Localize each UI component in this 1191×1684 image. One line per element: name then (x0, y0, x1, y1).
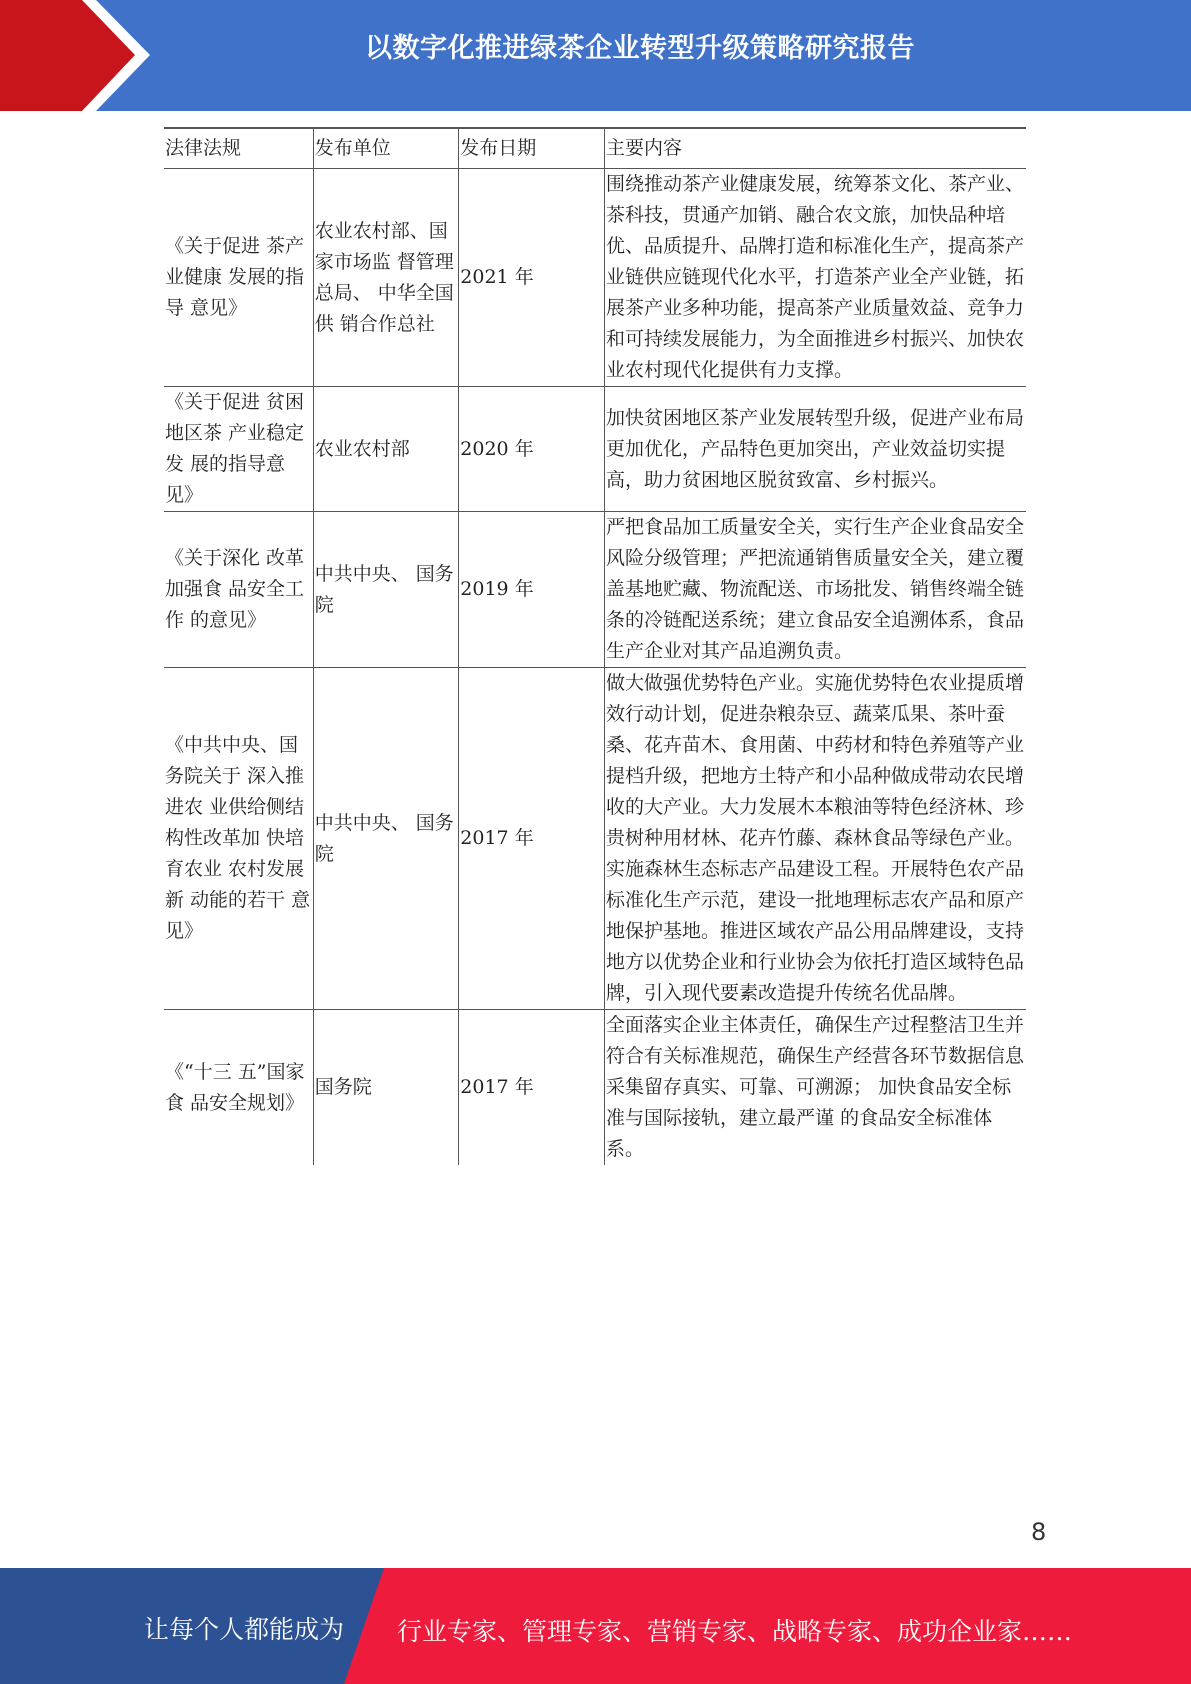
table-header-row (164, 128, 1026, 169)
column-header-law: 法律法规 (164, 128, 313, 169)
report-title: 以数字化推进绿茶企业转型升级策略研究报告 (365, 33, 915, 64)
cell-date: 2017 年 (459, 668, 605, 1010)
table-row (164, 387, 1026, 512)
cell-law: 《关于促进 茶产业健康 发展的指导 意见》 (164, 169, 313, 387)
column-header-issuer: 发布单位 (313, 128, 459, 169)
cell-law: 《“十三 五”国家食 品安全规划》 (164, 1010, 313, 1166)
table-row (164, 512, 1026, 668)
cell-date: 2021 年 (459, 169, 605, 387)
cell-law: 《关于促进 贫困地区茶 产业稳定发 展的指导意 见》 (164, 387, 313, 512)
cell-issuer: 中共中央、 国务院 (313, 668, 459, 1010)
table-row (164, 169, 1026, 387)
footer-slogan-left: 让每个人都能成为 (144, 1615, 345, 1644)
cell-issuer: 中共中央、 国务院 (313, 512, 459, 668)
header-arrow-icon (0, 0, 135, 111)
cell-content: 严把食品加工质量安全关，实行生产企业食品安全风险分级管理；严把流通销售质量安全关，建立覆盖基地贮藏、物流配送、市场批发、销售终端全链条的冷链配送系统；建立食品安全追溯体系，食品生产企业对其产品追溯负责。 (605, 512, 1026, 668)
policy-table (164, 127, 1026, 1165)
cell-issuer: 农业农村部 (313, 387, 459, 512)
column-header-date: 发布日期 (459, 128, 605, 169)
cell-content: 加快贫困地区茶产业发展转型升级，促进产业布局更加优化，产品特色更加突出，产业效益切实提高，助力贫困地区脱贫致富、乡村振兴。 (605, 387, 1026, 512)
page-header (0, 0, 1191, 111)
page-footer (0, 1568, 1191, 1684)
cell-content: 全面落实企业主体责任，确保生产过程整洁卫生并符合有关标准规范，确保生产经营各环节数据信息采集留存真实、可靠、可溯源； 加快食品安全标准与国际接轨，建立最严谨 的食品安全标准体系。 (605, 1010, 1026, 1166)
cell-date: 2017 年 (459, 1010, 605, 1166)
cell-issuer: 农业农村部、国家市场监 督管理总局、 中华全国供 销合作总社 (313, 169, 459, 387)
table-row (164, 1010, 1026, 1166)
column-header-content: 主要内容 (605, 128, 1026, 169)
cell-date: 2019 年 (459, 512, 605, 668)
table-row (164, 668, 1026, 1010)
cell-date: 2020 年 (459, 387, 605, 512)
footer-slogan-right: 行业专家、管理专家、营销专家、战略专家、成功企业家…… (397, 1617, 1073, 1646)
cell-law: 《中共中央、国务院关于 深入推进农 业供给侧结 构性改革加 快培育农业 农村发展新 动能的若干 意见》 (164, 668, 313, 1010)
page-number: 8 (1031, 1518, 1047, 1546)
cell-law: 《关于深化 改革加强食 品安全工作 的意见》 (164, 512, 313, 668)
cell-issuer: 国务院 (313, 1010, 459, 1166)
cell-content: 围绕推动茶产业健康发展，统筹茶文化、茶产业、茶科技，贯通产加销、融合农文旅，加快品种培优、品质提升、品牌打造和标准化生产，提高茶产业链供应链现代化水平，打造茶产业全产业链，拓展茶产业多种功能，提高茶产业质量效益、竞争力和可持续发展能力，为全面推进乡村振兴、加快农业农村现代化提供有力支撑。 (605, 169, 1026, 387)
cell-content: 做大做强优势特色产业。实施优势特色农业提质增效行动计划，促进杂粮杂豆、蔬菜瓜果、茶叶蚕桑、花卉苗木、食用菌、中药材和特色养殖等产业提档升级，把地方土特产和小品种做成带动农民增收的大产业。大力发展木本粮油等特色经济林、珍贵树种用材林、花卉竹藤、森林食品等绿色产业。实施森林生态标志产品建设工程。开展特色农产品标准化生产示范，建设一批地理标志农产品和原产地保护基地。推进区域农产品公用品牌建设，支持地方以优势企业和行业协会为依托打造区域特色品牌，引入现代要素改造提升传统名优品牌。 (605, 668, 1026, 1010)
